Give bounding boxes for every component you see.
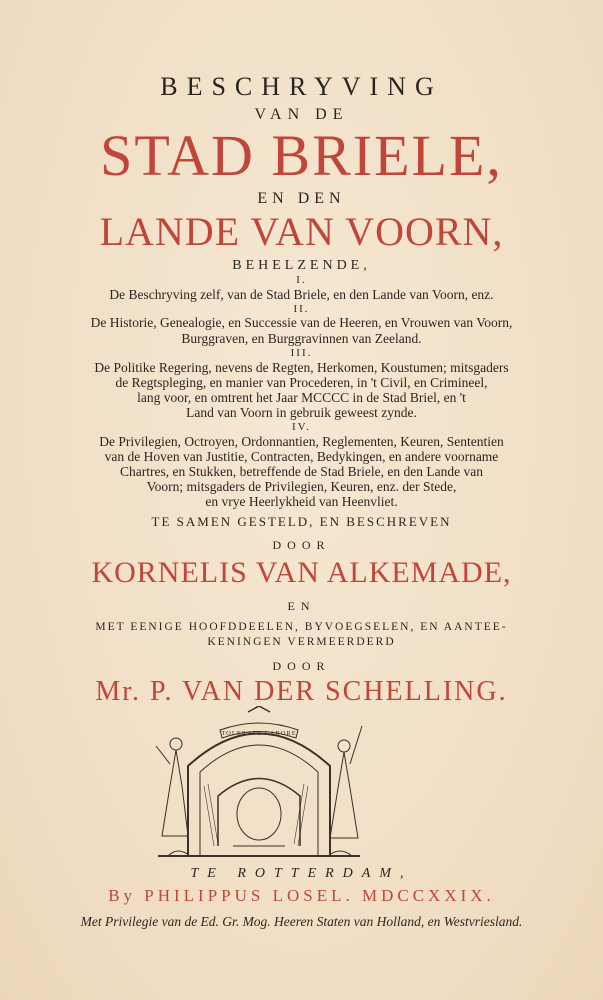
title-line-behelzende: BEHELZENDE, — [232, 258, 371, 273]
section-number-3: III. — [290, 347, 313, 359]
imprint-place: TE ROTTERDAM, — [190, 866, 413, 881]
title-line-van-de: VAN DE — [254, 106, 349, 123]
author-schelling: Mr. P. VAN DER SCHELLING. — [95, 676, 508, 707]
title-line-beschryving: BESCHRYVING — [160, 72, 443, 101]
section-text: De Beschryving zelf, van de Stad Briele, en den Lande van Voorn, enz. — [109, 287, 494, 302]
author-alkemade: KORNELIS VAN ALKEMADE, — [91, 556, 512, 589]
section-text: van de Hoven van Justitie, Contracten, Bedykingen, en andere voorname — [104, 449, 499, 464]
section-number-2: II. — [293, 303, 310, 315]
section-text: Voorn; mitsgaders de Privilegien, Keuren, enz. der Stede, — [146, 479, 457, 494]
door-line-1: DOOR — [272, 538, 331, 552]
section-number-1: I. — [296, 274, 307, 286]
compiled-line: TE SAMEN GESTELD, EN BESCHREVEN — [151, 514, 452, 529]
section-text: Burggraven, en Burggravinnen van Zeeland. — [181, 331, 422, 346]
section-number-4: IV. — [292, 421, 311, 433]
additions-line-2: KENINGEN VERMEERDERD — [207, 636, 396, 648]
printers-device-vignette — [148, 706, 370, 862]
section-text: Land van Voorn in gebruik geweest zynde. — [186, 405, 417, 420]
section-text: De Historie, Genealogie, en Successie van de Heeren, en Vrouwen van Voorn, — [90, 315, 513, 330]
section-text: De Politike Regering, nevens de Regten, Herkomen, Koustumen; mitsgaders — [94, 360, 509, 375]
title-line-lande-van-voorn: LANDE VAN VOORN, — [99, 209, 504, 254]
en-line: EN — [287, 599, 316, 613]
section-text: en vrye Heerlykheid van Heenvliet. — [205, 494, 398, 509]
imprint-publisher: By PHILIPPUS LOSEL. MDCCXXIX. — [108, 886, 495, 905]
title-line-stad-briele: STAD BRIELE, — [100, 123, 503, 188]
section-text: lang voor, en omtrent het Jaar MCCCC in de Stad Briel, en 't — [137, 390, 466, 405]
section-text: de Regtspleging, en manier van Procederen, in 't Civil, en Crimineel, — [115, 375, 488, 390]
title-line-en-den: EN DEN — [257, 190, 346, 207]
section-text: De Privilegien, Octroyen, Ordonnantien, Reglementen, Keuren, Sententien — [99, 434, 504, 449]
additions-line-1: MET EENIGE HOOFDDEELEN, BYVOEGSELEN, EN AANTEE- — [95, 621, 508, 633]
vignette-banner-text: TOLERATE LABORE — [221, 730, 297, 737]
imprint-privilege: Met Privilegie van de Ed. Gr. Mog. Heeren Staten van Holland, en Westvriesland. — [80, 914, 523, 929]
door-line-2: DOOR — [272, 659, 331, 673]
section-text: Chartres, en Stukken, betreffende de Stad Briele, en den Lande van — [120, 464, 483, 479]
